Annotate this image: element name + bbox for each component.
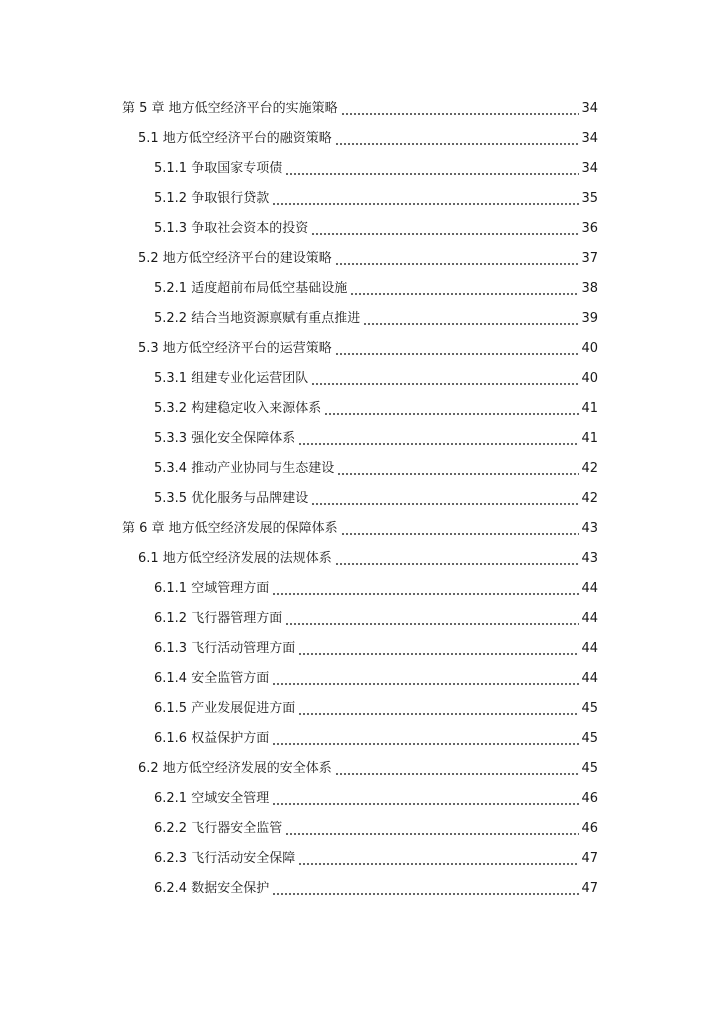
toc-page-number: 45 xyxy=(581,731,598,746)
toc-page-number: 36 xyxy=(581,221,598,236)
toc-entry-title: 6.2.3 飞行活动安全保障 xyxy=(154,851,296,866)
dot-leader xyxy=(298,443,579,445)
toc-subsection-entry[interactable] xyxy=(0,724,720,754)
toc-entry-title: 6.1.6 权益保护方面 xyxy=(154,731,270,746)
toc-section-entry[interactable] xyxy=(0,754,720,784)
toc-page-number: 41 xyxy=(581,401,598,416)
toc-section-entry[interactable] xyxy=(0,544,720,574)
toc-page-number: 45 xyxy=(581,701,598,716)
toc-chapter-entry[interactable] xyxy=(0,514,720,544)
toc-entry-title: 6.2 地方低空经济发展的安全体系 xyxy=(138,761,332,776)
dot-leader xyxy=(298,713,579,715)
toc-page-number: 44 xyxy=(581,671,598,686)
table-of-contents xyxy=(0,94,720,904)
toc-subsection-entry[interactable] xyxy=(0,664,720,694)
toc-entry-title: 6.2.1 空域安全管理 xyxy=(154,791,270,806)
toc-entry-title: 第 6 章 地方低空经济发展的保障体系 xyxy=(122,521,338,536)
dot-leader xyxy=(363,323,579,325)
dot-leader xyxy=(272,893,579,895)
dot-leader xyxy=(324,413,579,415)
toc-subsection-entry[interactable] xyxy=(0,274,720,304)
toc-page-number: 47 xyxy=(581,881,598,896)
toc-entry-title: 6.1.4 安全监管方面 xyxy=(154,671,270,686)
toc-entry-title: 5.3 地方低空经济平台的运营策略 xyxy=(138,341,332,356)
toc-subsection-entry[interactable] xyxy=(0,814,720,844)
dot-leader xyxy=(350,293,579,295)
toc-entry-title: 5.2.1 适度超前布局低空基础设施 xyxy=(154,281,348,296)
toc-page-number: 46 xyxy=(581,791,598,806)
toc-entry-title: 5.3.3 强化安全保障体系 xyxy=(154,431,296,446)
dot-leader xyxy=(335,263,580,265)
toc-entry-title: 5.2 地方低空经济平台的建设策略 xyxy=(138,251,332,266)
toc-page-number: 41 xyxy=(581,431,598,446)
toc-section-entry[interactable] xyxy=(0,334,720,364)
toc-subsection-entry[interactable] xyxy=(0,424,720,454)
toc-entry-title: 6.1.2 飞行器管理方面 xyxy=(154,611,283,626)
dot-leader xyxy=(335,563,580,565)
toc-subsection-entry[interactable] xyxy=(0,574,720,604)
dot-leader xyxy=(335,143,580,145)
toc-subsection-entry[interactable] xyxy=(0,484,720,514)
toc-entry-title: 6.1 地方低空经济发展的法规体系 xyxy=(138,551,332,566)
toc-page-number: 34 xyxy=(581,131,598,146)
toc-page-number: 35 xyxy=(581,191,598,206)
toc-page-number: 34 xyxy=(581,161,598,176)
toc-page-number: 40 xyxy=(581,371,598,386)
toc-entry-title: 6.2.2 飞行器安全监管 xyxy=(154,821,283,836)
toc-page-number: 47 xyxy=(581,851,598,866)
toc-page-number: 37 xyxy=(581,251,598,266)
dot-leader xyxy=(272,203,579,205)
toc-entry-title: 5.3.4 推动产业协同与生态建设 xyxy=(154,461,335,476)
toc-entry-title: 5.2.2 结合当地资源禀赋有重点推进 xyxy=(154,311,361,326)
toc-subsection-entry[interactable] xyxy=(0,604,720,634)
dot-leader xyxy=(298,653,579,655)
toc-entry-title: 5.3.2 构建稳定收入来源体系 xyxy=(154,401,322,416)
toc-entry-title: 6.1.1 空域管理方面 xyxy=(154,581,270,596)
toc-subsection-entry[interactable] xyxy=(0,154,720,184)
toc-page-number: 44 xyxy=(581,611,598,626)
dot-leader xyxy=(272,593,579,595)
dot-leader xyxy=(335,353,580,355)
toc-subsection-entry[interactable] xyxy=(0,844,720,874)
dot-leader xyxy=(337,473,579,475)
dot-leader xyxy=(298,863,579,865)
dot-leader xyxy=(272,683,579,685)
toc-page-number: 38 xyxy=(581,281,598,296)
toc-entry-title: 5.1 地方低空经济平台的融资策略 xyxy=(138,131,332,146)
toc-entry-title: 5.1.2 争取银行贷款 xyxy=(154,191,270,206)
toc-subsection-entry[interactable] xyxy=(0,874,720,904)
toc-page-number: 45 xyxy=(581,761,598,776)
toc-subsection-entry[interactable] xyxy=(0,184,720,214)
toc-entry-title: 5.3.1 组建专业化运营团队 xyxy=(154,371,309,386)
dot-leader xyxy=(311,383,579,385)
toc-subsection-entry[interactable] xyxy=(0,694,720,724)
toc-chapter-entry[interactable] xyxy=(0,94,720,124)
toc-entry-title: 6.1.5 产业发展促进方面 xyxy=(154,701,296,716)
dot-leader xyxy=(272,803,579,805)
dot-leader xyxy=(341,113,580,115)
dot-leader xyxy=(335,773,580,775)
toc-subsection-entry[interactable] xyxy=(0,394,720,424)
dot-leader xyxy=(272,743,579,745)
dot-leader xyxy=(285,173,579,175)
toc-subsection-entry[interactable] xyxy=(0,214,720,244)
toc-page-number: 44 xyxy=(581,581,598,596)
toc-entry-title: 5.3.5 优化服务与品牌建设 xyxy=(154,491,309,506)
dot-leader xyxy=(285,623,579,625)
dot-leader xyxy=(341,533,580,535)
toc-subsection-entry[interactable] xyxy=(0,784,720,814)
toc-subsection-entry[interactable] xyxy=(0,304,720,334)
toc-page-number: 39 xyxy=(581,311,598,326)
toc-entry-title: 5.1.3 争取社会资本的投资 xyxy=(154,221,309,236)
toc-page-number: 43 xyxy=(581,551,598,566)
dot-leader xyxy=(285,833,579,835)
toc-page-number: 46 xyxy=(581,821,598,836)
dot-leader xyxy=(311,233,579,235)
toc-page-number: 40 xyxy=(581,341,598,356)
toc-page-number: 42 xyxy=(581,491,598,506)
dot-leader xyxy=(311,503,579,505)
toc-page-number: 34 xyxy=(581,101,598,116)
toc-section-entry[interactable] xyxy=(0,244,720,274)
toc-entry-title: 第 5 章 地方低空经济平台的实施策略 xyxy=(122,101,338,116)
toc-subsection-entry[interactable] xyxy=(0,364,720,394)
toc-entry-title: 6.1.3 飞行活动管理方面 xyxy=(154,641,296,656)
toc-entry-title: 5.1.1 争取国家专项债 xyxy=(154,161,283,176)
toc-page-number: 44 xyxy=(581,641,598,656)
toc-subsection-entry[interactable] xyxy=(0,634,720,664)
toc-page-number: 42 xyxy=(581,461,598,476)
toc-page-number: 43 xyxy=(581,521,598,536)
toc-section-entry[interactable] xyxy=(0,124,720,154)
toc-entry-title: 6.2.4 数据安全保护 xyxy=(154,881,270,896)
toc-subsection-entry[interactable] xyxy=(0,454,720,484)
